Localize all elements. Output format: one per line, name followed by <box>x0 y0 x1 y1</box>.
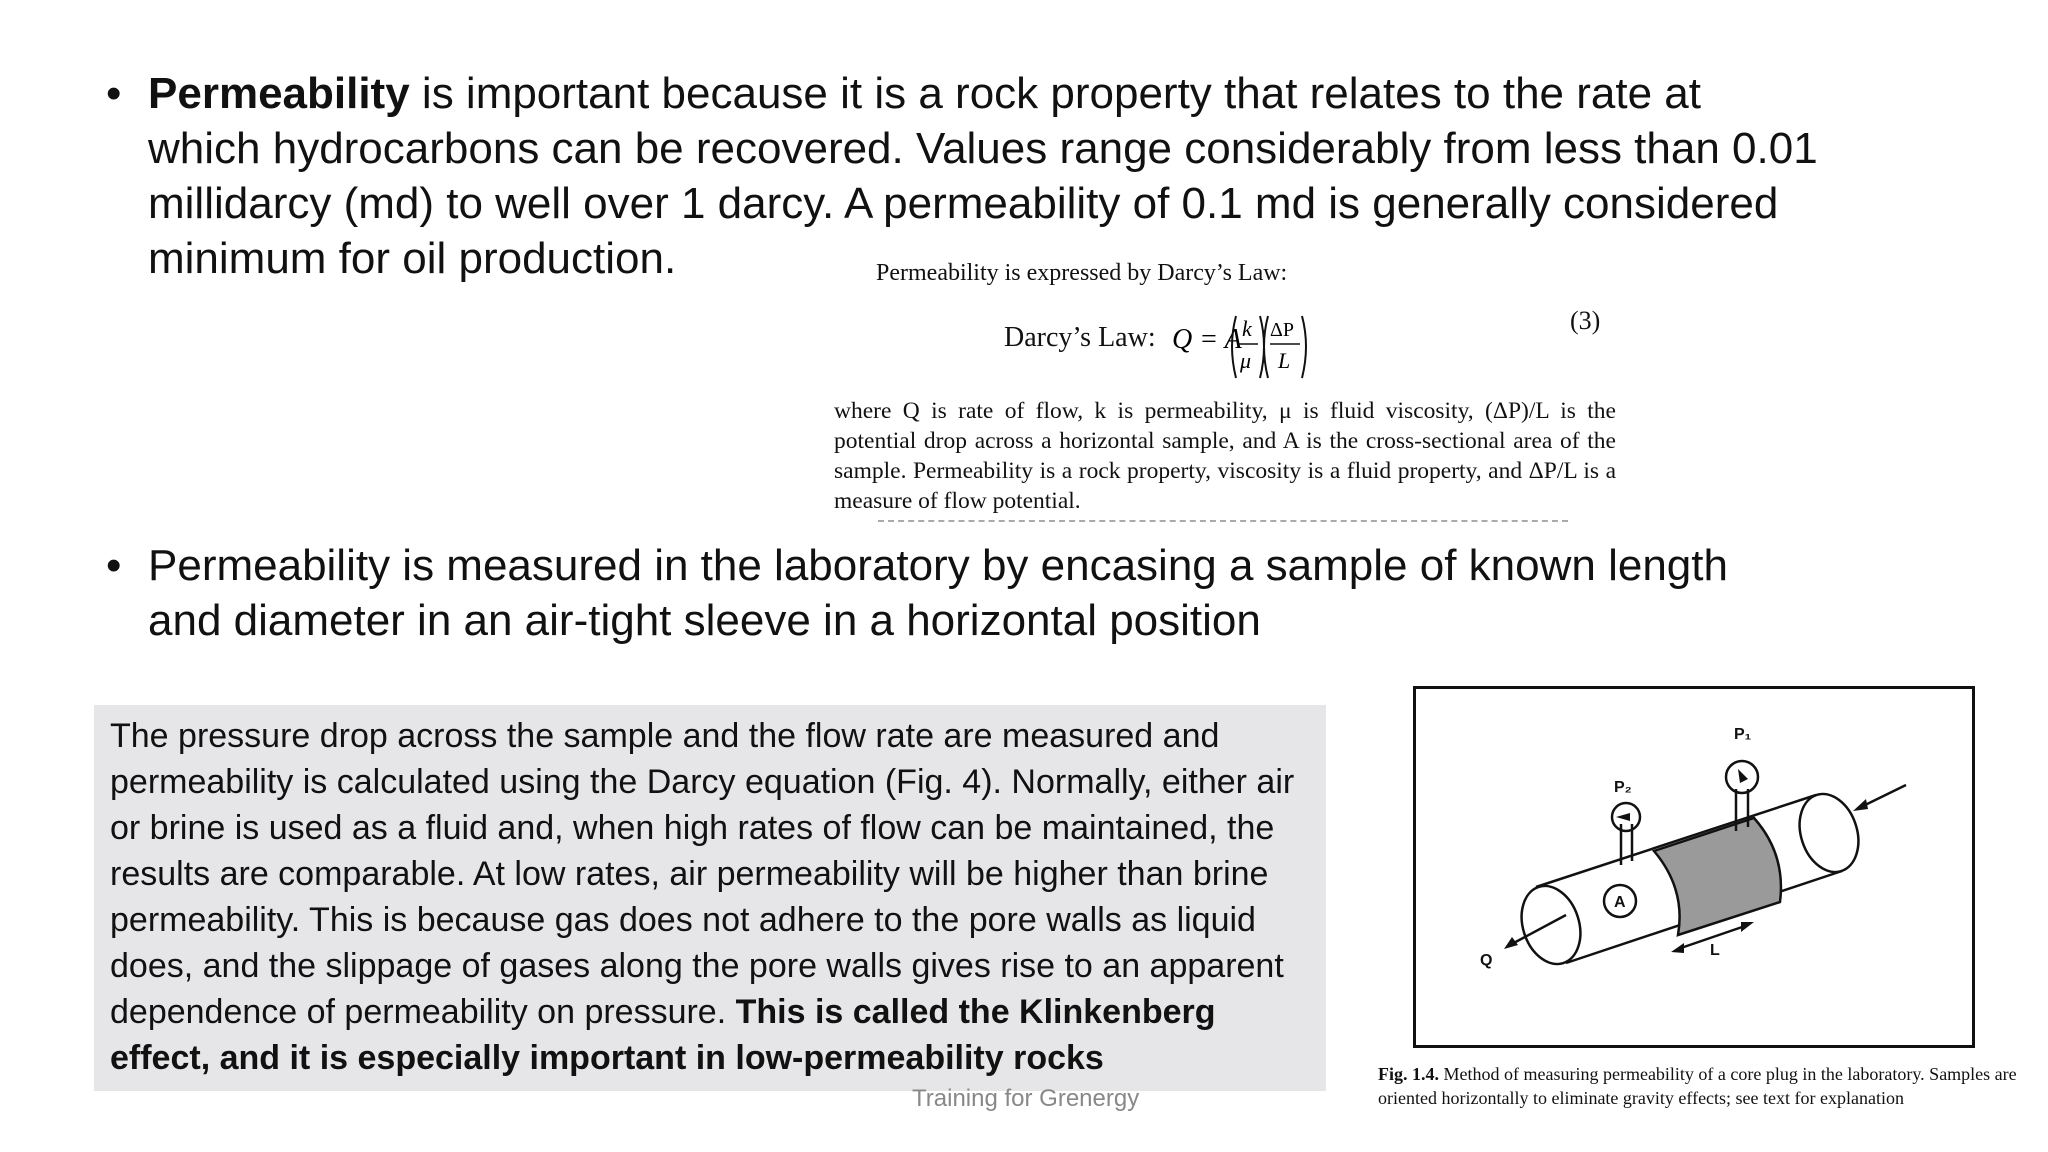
svg-text:k: k <box>1242 316 1252 341</box>
bullet-text: Permeability is measured in the laboratory by encasing a sample of known length and diameter in an air-tight sleeve in a horizontal position <box>148 541 1728 645</box>
label-l: L <box>1710 942 1720 959</box>
sample-section <box>1654 818 1781 935</box>
arrow-head-out <box>1504 937 1518 949</box>
slide-footer: Training for Grenergy <box>912 1085 1140 1112</box>
equation-label: Darcy’s Law: <box>1004 322 1156 353</box>
figure-caption-text: Method of measuring permeability of a core plug in the laboratory. Samples are oriented horizontally to eliminate gravity effects; see text for explanation <box>1378 1064 2017 1108</box>
figure-caption <box>1378 1062 2018 1110</box>
bullet-bold-term: Permeability <box>148 69 410 118</box>
label-q: Q <box>1480 952 1493 969</box>
figure-caption-number: Fig. 1.4. <box>1378 1064 1439 1084</box>
svg-text:L: L <box>1278 348 1291 373</box>
textbox-bold: This is called the Klinkenberg effect, and it is especially important in low-permeability rocks <box>110 993 1216 1077</box>
label-a: A <box>1614 894 1626 911</box>
core-plug-figure <box>1413 686 1975 1048</box>
textbox-body: The pressure drop across the sample and the flow rate are measured and permeability is calculated using the Darcy equation (Fig. 4). Normally, either air or brine is used as a fluid and, when high rates of flow can be maintained, the results are comparable. At low rates, air permeability will be higher than brine permeability. This is because gas does not adhere to the pore walls as liquid does, and the slippage of gases along the pore walls gives rise to an apparent dependence of permeability on pressure. <box>110 717 1295 1031</box>
bullet-body: is important because it is a rock property that relates to the rate at which hydrocarbons can be recovered. Values range considerably from less than 0.01 millidarcy (md) to well over 1 darcy. A permeability of 0.1 md is generally considered minimum for oil production. <box>148 69 1818 283</box>
equation-intro: Permeability is expressed by Darcy’s Law: <box>876 260 1288 286</box>
svg-text:ΔP: ΔP <box>1270 319 1294 341</box>
core-plug-diagram <box>1416 689 1972 1045</box>
bullet-dot: • <box>106 541 122 590</box>
arrow-head-l-right <box>1741 922 1754 932</box>
arrow-head-in <box>1853 799 1868 811</box>
label-p2: P₂ <box>1614 779 1632 796</box>
label-p1: P₁ <box>1734 726 1752 743</box>
svg-text:μ: μ <box>1240 348 1252 373</box>
arrow-head-l-left <box>1671 943 1684 953</box>
bullet-permeability-measurement <box>106 538 2006 658</box>
gauge-p1-needle <box>1738 769 1748 783</box>
equation-number: (3) <box>1570 306 1601 335</box>
gauge-p2-needle <box>1616 813 1630 821</box>
equation-explanation: where Q is rate of flow, k is permeability, μ is fluid viscosity, (ΔP)/L is the potential drop across a horizontal sample, and A is the cross-sectional area of the sample. Permeability is a rock property, viscosity is a fluid property, and ΔP/L is a measure of flow potential. <box>834 398 1616 514</box>
darcy-law-excerpt <box>830 258 1620 526</box>
klinkenberg-textbox <box>94 705 1326 1091</box>
bullet-text <box>148 66 1818 286</box>
cropped-text-edge <box>878 520 1568 522</box>
textbox-paragraph <box>110 713 1320 1081</box>
bullet-dot: • <box>106 69 122 118</box>
darcy-equation <box>1170 306 1310 386</box>
svg-text:Q = A: Q = A <box>1172 324 1242 355</box>
